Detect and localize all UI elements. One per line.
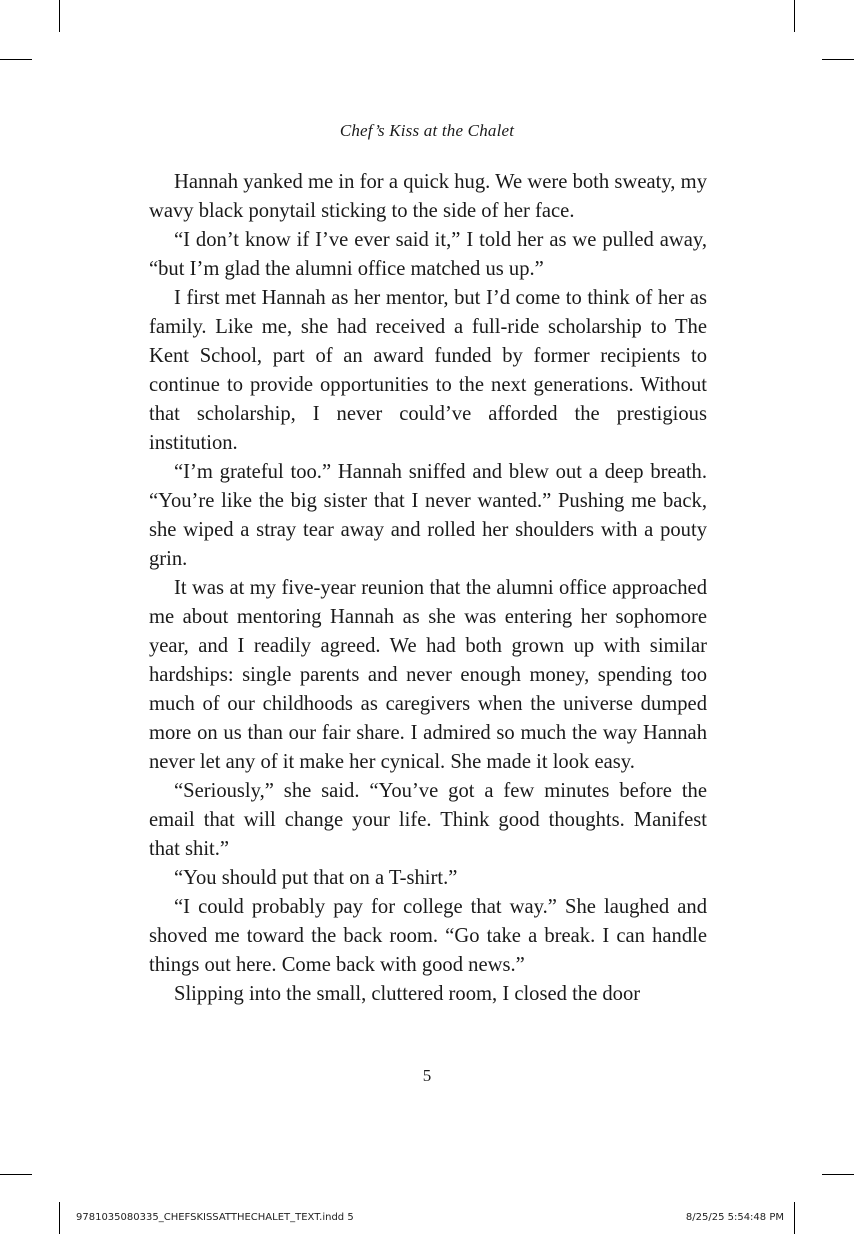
crop-mark-top-left	[59, 0, 60, 32]
slug-timestamp: 8/25/25 5:54:48 PM	[685, 1212, 784, 1223]
crop-mark-top-right	[794, 0, 795, 32]
paragraph: “I don’t know if I’ve ever said it,” I told her as we pulled away, “but I’m glad the alumni office matched us up.”	[149, 229, 707, 280]
crop-mark-left-top	[0, 59, 32, 60]
paragraph: “I’m grateful too.” Hannah sniffed and blew out a deep breath. “You’re like the big sister that I never wanted.” Pushing me back, she wiped a stray tear away and rolled her shoulders with a pouty grin.	[149, 461, 707, 570]
paragraph: It was at my five-year reunion that the alumni office approached me about mentoring Hannah as she was entering her sophomore year, and I readily agreed. We had both grown up with similar hardships: single parents and never enough money, spending too much of our childhoods as caregivers when the universe dumped more on us than our fair share. I admired so much the way Hannah never let any of it make her cynical. She made it look easy.	[149, 577, 707, 773]
paragraph: Hannah yanked me in for a quick hug. We were both sweaty, my wavy black ponytail sticking to the side of her face.	[149, 171, 707, 222]
paragraph: I first met Hannah as her mentor, but I’d come to think of her as family. Like me, she had received a full-ride scholarship to The Kent School, part of an award funded by former recipients to continue to provide opportunities to the next generations. Without that scholarship, I never could’ve afforded the prestigious institution.	[149, 287, 707, 454]
paragraph: Slipping into the small, cluttered room, I closed the door	[174, 983, 641, 1005]
paragraph: “I could probably pay for college that way.” She laughed and shoved me toward the back room. “Go take a break. I can handle things out here. Come back with good news.”	[149, 896, 707, 976]
running-head: Chef’s Kiss at the Chalet	[339, 121, 515, 140]
page-number: 5	[422, 1066, 432, 1085]
crop-mark-right-top	[822, 59, 854, 60]
crop-mark-right-bottom	[822, 1174, 854, 1175]
paragraph: “Seriously,” she said. “You’ve got a few minutes before the email that will change your life. Think good thoughts. Manifest that shit.”	[149, 780, 707, 860]
paragraph: “You should put that on a T-shirt.”	[174, 867, 458, 889]
crop-mark-bottom-right	[794, 1202, 795, 1234]
slug-file-name: 9781035080335_CHEFSKISSATTHECHALET_TEXT.indd 5	[76, 1212, 354, 1223]
body-text	[149, 168, 707, 1009]
crop-mark-left-bottom	[0, 1174, 32, 1175]
crop-mark-bottom-left	[59, 1202, 60, 1234]
